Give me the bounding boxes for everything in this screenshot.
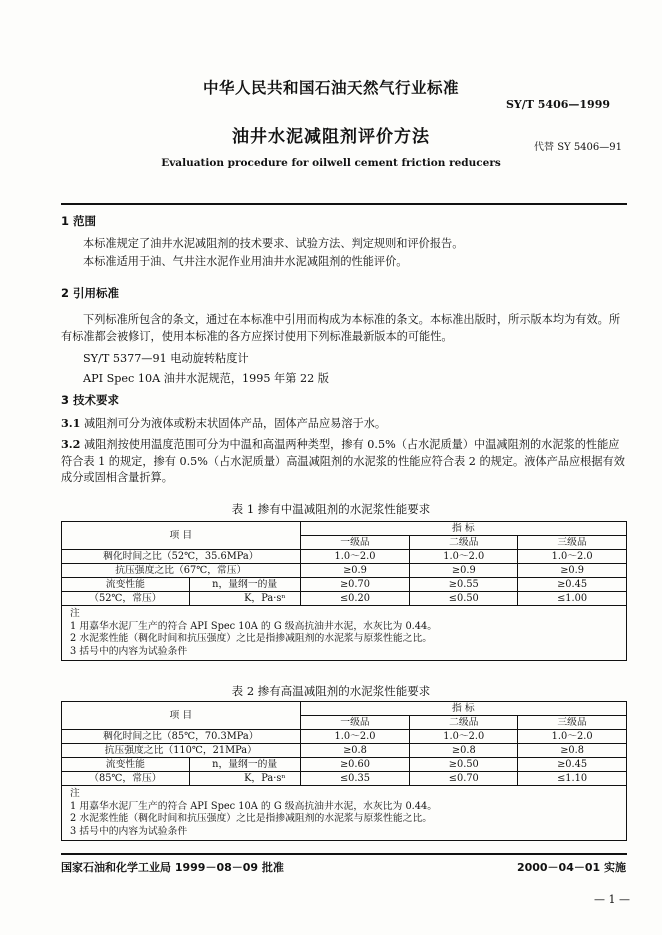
section-1-para-1: 本标准规定了油井水泥减阻剂的技术要求、试验方法、判定规则和评价报告。 bbox=[83, 237, 464, 250]
section-2-heading: 2 引用标准 bbox=[61, 286, 120, 300]
cell: 1.0～2.0 bbox=[410, 550, 518, 564]
grade-2: 二级品 bbox=[410, 716, 518, 730]
effective-date: 2000－04－01 实施 bbox=[516, 861, 626, 874]
cell: ≥0.9 bbox=[410, 564, 518, 578]
table-header-row bbox=[62, 702, 627, 716]
cell: ≤1.00 bbox=[518, 592, 627, 606]
cell: ≥0.8 bbox=[518, 744, 627, 758]
grade-1: 一级品 bbox=[300, 536, 410, 550]
cell: ≤0.35 bbox=[300, 772, 410, 786]
cell: ≤0.70 bbox=[410, 772, 518, 786]
cell: ≥0.9 bbox=[300, 564, 410, 578]
grade-3: 三级品 bbox=[518, 716, 627, 730]
label-n: n，量纲一的量 bbox=[189, 758, 300, 772]
section-3-heading: 3 技术要求 bbox=[61, 393, 120, 407]
notes-label: 注 bbox=[70, 608, 80, 619]
cell: ≥0.60 bbox=[300, 758, 410, 772]
table-row-strength bbox=[62, 744, 627, 758]
note-1: 1 用嘉华水泥厂生产的符合 API Spec 10A 的 G 级高抗油井水泥，水灰比为 0.44。 bbox=[70, 800, 438, 812]
section-1-para-2: 本标准适用于油、气井注水泥作业用油井水泥减阻剂的性能评价。 bbox=[83, 255, 408, 268]
table-2 bbox=[61, 701, 627, 841]
table-row-rheology-n bbox=[62, 578, 627, 592]
table-notes bbox=[62, 786, 627, 841]
label-rheology-condition: （52℃，常压） bbox=[62, 592, 190, 606]
table-notes-row bbox=[62, 786, 627, 841]
label-strength-ratio: 抗压强度之比（110℃，21MPa） bbox=[62, 744, 301, 758]
document-title: 油井水泥减阻剂评价方法 bbox=[232, 127, 430, 147]
label-k: K，Pa·sⁿ bbox=[189, 772, 300, 786]
cell: 1.0～2.0 bbox=[518, 550, 627, 564]
table-row-thickening bbox=[62, 550, 627, 564]
cell: ≤1.10 bbox=[518, 772, 627, 786]
grade-3: 三级品 bbox=[518, 536, 627, 550]
cell: ≥0.45 bbox=[518, 758, 627, 772]
table-row-thickening bbox=[62, 730, 627, 744]
clause-3-1 bbox=[61, 415, 627, 433]
label-n: n，量纲一的量 bbox=[189, 578, 300, 592]
cell: ≥0.70 bbox=[300, 578, 410, 592]
cell: ≤0.20 bbox=[300, 592, 410, 606]
footer-rule bbox=[61, 853, 627, 855]
header-rule bbox=[61, 203, 627, 205]
section-2-para-1: 下列标准所包含的条文，通过在本标准中引用而构成为本标准的条文。本标准出版时，所示版本均为有效。所有标准都会被修订，使用本标准的各方应探讨使用下列标准最新版本的可能性。 bbox=[61, 313, 621, 343]
label-thickening-ratio: 稠化时间之比（52℃，35.6MPa） bbox=[62, 550, 301, 564]
table-notes bbox=[62, 606, 627, 661]
standard-org-title: 中华人民共和国石油天然气行业标准 bbox=[202, 79, 459, 97]
note-2: 2 水泥浆性能（稠化时间和抗压强度）之比是指掺减阻剂的水泥浆与原浆性能之比。 bbox=[70, 813, 433, 824]
table-header-row bbox=[62, 522, 627, 536]
table-header-item: 项 目 bbox=[62, 702, 301, 730]
english-title: Evaluation procedure for oilwell cement friction reducers bbox=[161, 157, 501, 169]
note-2: 2 水泥浆性能（稠化时间和抗压强度）之比是指掺减阻剂的水泥浆与原浆性能之比。 bbox=[70, 633, 433, 644]
grade-1: 一级品 bbox=[300, 716, 410, 730]
table-row-rheology-n bbox=[62, 758, 627, 772]
clause-3-1-text: 减阻剂可分为液体或粉末状固体产品，固体产品应易溶于水。 bbox=[84, 417, 387, 430]
note-3: 3 括号中的内容为试验条件 bbox=[70, 825, 188, 837]
note-3: 3 括号中的内容为试验条件 bbox=[70, 645, 188, 657]
table-header-index: 指 标 bbox=[300, 702, 626, 716]
cell: ≥0.45 bbox=[518, 578, 627, 592]
grade-2: 二级品 bbox=[410, 536, 518, 550]
section-1-heading: 1 范围 bbox=[61, 214, 97, 228]
cell: ≤0.50 bbox=[410, 592, 518, 606]
cell: ≥0.8 bbox=[410, 744, 518, 758]
cell: ≥0.9 bbox=[518, 564, 627, 578]
clause-3-2-text: 减阻剂按使用温度范围可分为中温和高温两种类型，掺有 0.5%（占水泥质量）中温减阻剂的水泥浆的性能应符合表 1 的规定，掺有 0.5%（占水泥质量）高温减阻剂的水泥浆的性能应符合表 2 的规定。液体产品应根据有效成分或固相含量折算。 bbox=[61, 438, 625, 484]
cell: 1.0～2.0 bbox=[518, 730, 627, 744]
label-rheology-condition: （85℃，常压） bbox=[62, 772, 190, 786]
reference-sy-t-5377: SY/T 5377—91 电动旋转粘度计 bbox=[83, 352, 249, 365]
replaces-note: 代替 SY 5406—91 bbox=[534, 142, 622, 153]
reference-api-spec-10a: API Spec 10A 油井水泥规范，1995 年第 22 版 bbox=[83, 372, 329, 385]
table-row-strength bbox=[62, 564, 627, 578]
notes-label: 注 bbox=[70, 788, 80, 799]
label-strength-ratio: 抗压强度之比（67℃，常压） bbox=[62, 564, 301, 578]
cell: ≥0.55 bbox=[410, 578, 518, 592]
table-header-item: 项 目 bbox=[62, 522, 301, 550]
cell: 1.0～2.0 bbox=[300, 730, 410, 744]
approval-note: 国家石油和化学工业局 1999－08－09 批准 bbox=[61, 861, 284, 874]
table-row-rheology-k bbox=[62, 772, 627, 786]
table-1-caption: 表 1 掺有中温减阻剂的水泥浆性能要求 bbox=[231, 502, 431, 516]
label-rheology: 流变性能 bbox=[62, 758, 190, 772]
table-2-caption: 表 2 掺有高温减阻剂的水泥浆性能要求 bbox=[231, 684, 431, 698]
standard-code: SY/T 5406—1999 bbox=[505, 98, 610, 111]
table-1 bbox=[61, 521, 627, 661]
label-thickening-ratio: 稠化时间之比（85℃，70.3MPa） bbox=[62, 730, 301, 744]
cell: 1.0～2.0 bbox=[410, 730, 518, 744]
clause-3-1-number: 3.1 bbox=[61, 416, 81, 430]
note-1: 1 用嘉华水泥厂生产的符合 API Spec 10A 的 G 级高抗油井水泥，水灰比为 0.44。 bbox=[70, 620, 438, 632]
table-notes-row bbox=[62, 606, 627, 661]
table-row-rheology-k bbox=[62, 592, 627, 606]
label-k: K，Pa·sⁿ bbox=[189, 592, 300, 606]
cell: 1.0～2.0 bbox=[300, 550, 410, 564]
cell: ≥0.8 bbox=[300, 744, 410, 758]
label-rheology: 流变性能 bbox=[62, 578, 190, 592]
table-header-index: 指 标 bbox=[300, 522, 626, 536]
clause-3-2-number: 3.2 bbox=[61, 437, 81, 451]
clause-3-2 bbox=[61, 436, 627, 487]
page-number: — 1 — bbox=[594, 893, 630, 906]
cell: ≥0.50 bbox=[410, 758, 518, 772]
